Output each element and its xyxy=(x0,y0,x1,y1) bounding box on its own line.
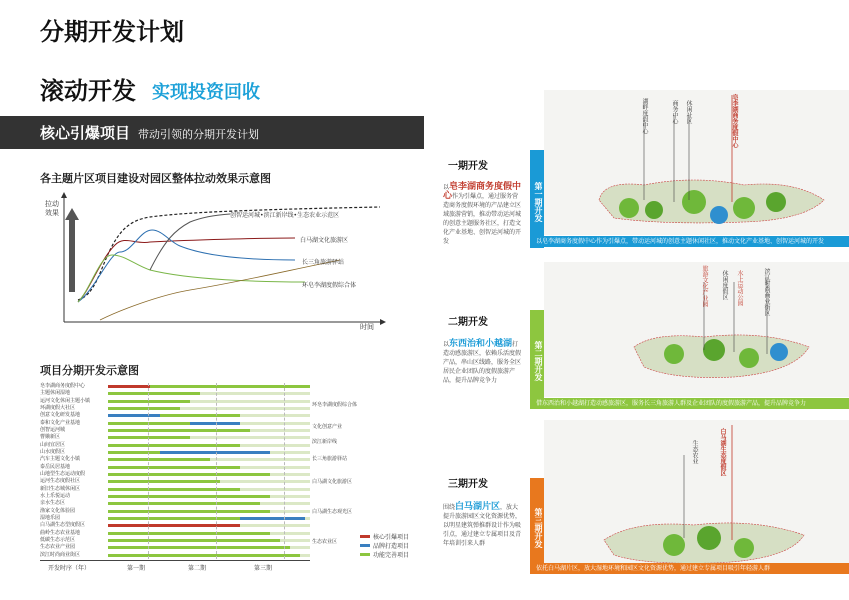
gantt-time-axis xyxy=(40,560,310,561)
phase3-desc-lead: 围绕 xyxy=(443,504,456,511)
gantt-bar xyxy=(108,488,240,491)
gantt-row-label: 滨江时尚商业街区 xyxy=(40,551,81,558)
period-label-3: 第三期 xyxy=(254,565,273,572)
banner-sub-text: 带动引领的分期开发计划 xyxy=(138,128,259,141)
gantt-bar xyxy=(108,510,270,513)
gantt-row-label: 泰和文化产业基地 xyxy=(40,419,81,426)
gantt-row xyxy=(40,471,310,478)
phase3-map-label-1: 白马湖生态度假区 xyxy=(719,428,726,476)
phase1-desc-body: 作为引爆点，通过服务营造商务度假环境的产品建立区域旅游营销，推动带动运河城的创意主题服务社区，打造文化产业基地、创智运河城的开发 xyxy=(443,193,522,245)
gantt-period-divider xyxy=(284,383,285,559)
curve-label-3: 长三角旅游驿站 xyxy=(302,259,345,266)
phase3-highlight: 白马湖片区 xyxy=(455,502,501,512)
gantt-axis-label: 开发时序（年） xyxy=(48,565,91,572)
phase2-map-label-2: 休闲度假区 xyxy=(721,270,728,300)
gantt-row-label: 白马湖生态型度假区 xyxy=(40,522,86,529)
gantt-row xyxy=(40,552,310,559)
phase3-tab: 第三期开发 xyxy=(530,478,544,572)
gantt-row-label: 创意文化研发基地 xyxy=(40,412,81,419)
gantt-row-label: 水上乐悦运动 xyxy=(40,493,71,499)
gantt-row-label: 主题休闲湿地 xyxy=(40,390,71,397)
phase1-highlight: 皂李湖商务度假中心 xyxy=(443,182,522,201)
legend-label-core: 核心引爆项目 xyxy=(373,534,410,541)
gantt-row-label: 环湖度假大社区 xyxy=(40,405,76,411)
gantt-row xyxy=(40,508,310,515)
phase2-tab: 第二期开发 xyxy=(530,310,544,406)
gantt-bar xyxy=(108,466,240,469)
gantt-row xyxy=(40,390,310,397)
phase1-title: 一期开发 xyxy=(448,161,488,172)
gantt-bar xyxy=(108,554,300,557)
gantt-row-label: 山间宜居区 xyxy=(40,441,66,448)
y-axis-label: 拉动效果 xyxy=(45,200,59,217)
phase2-map-label-3: 水上运动公园 xyxy=(736,270,743,306)
gantt-group-label: 环皂李湖度假综合体 xyxy=(312,402,358,408)
gantt-bar xyxy=(210,495,270,498)
phase1-description xyxy=(443,183,523,246)
gantt-row xyxy=(40,486,310,493)
phase1-map-label-4: 皂李湖商务度假中心 xyxy=(731,94,738,148)
legend-label-function: 功能完善项目 xyxy=(373,552,410,559)
phase2-title: 二期开发 xyxy=(448,317,488,328)
gantt-row xyxy=(40,522,310,529)
gantt-row xyxy=(40,500,310,507)
x-axis-label: 时间 xyxy=(360,323,374,331)
gantt-bar xyxy=(108,436,190,439)
gantt-row xyxy=(40,412,310,419)
gantt-bar xyxy=(108,451,160,454)
gantt-row-label: 汽车主题文化小镇 xyxy=(40,456,81,463)
gantt-row xyxy=(40,434,310,441)
phase2-desc-lead: 以 xyxy=(443,341,450,348)
legend-swatch-function xyxy=(360,553,370,556)
phase1-map xyxy=(544,90,849,235)
gantt-bar xyxy=(150,385,310,388)
gantt-bar xyxy=(108,444,240,447)
phase3-description xyxy=(443,503,523,548)
gantt-row xyxy=(40,478,310,485)
legend-label-brand: 品牌打造项目 xyxy=(373,543,410,550)
gantt-row xyxy=(40,464,310,471)
phase1-map-label-1: 湖畔度假中心 xyxy=(641,98,648,134)
phase2-strip: 借东西治和小越湖打造动感旅游区，服务长三角旅游人群及企业团队的度假旅游产品，提升品牌竞争力 xyxy=(530,398,849,409)
gantt-bar xyxy=(108,546,290,549)
phase3-map-label-2: 生态农业 xyxy=(691,440,698,464)
gantt-bar xyxy=(108,407,180,410)
phase2-desc-body: 打造动感旅游区，依赖乐活度假产品，串山区线路，服务全区居民企业团队的度假旅游产品，提升品牌竞争力 xyxy=(443,341,522,384)
gantt-row xyxy=(40,442,310,449)
phase1-strip: 以皂李湖商务度假中心作为引爆点，带动运河城的创意主题休闲社区，推动文化产业基地、创智运河城的开发 xyxy=(530,236,849,247)
gantt-row xyxy=(40,530,310,537)
curve-section-title: 各主题片区项目建设对园区整体拉动效果示意图 xyxy=(40,172,271,185)
gantt-row xyxy=(40,420,310,427)
gantt-row xyxy=(40,427,310,434)
gantt-row-label: 运河文化休闲主题小镇 xyxy=(40,397,91,404)
gantt-bar xyxy=(108,495,210,498)
gantt-bar xyxy=(190,422,240,425)
phase3-strip: 依托白马湖片区，放大湿地环境和园区文化资源优势，通过建立专属项目吸引年轻游人群 xyxy=(530,563,849,574)
gantt-row-label: 皂李湖商务度假中心 xyxy=(40,383,86,389)
gantt-row xyxy=(40,449,310,456)
gantt-group-label: 文化创意产业 xyxy=(312,424,343,430)
legend-swatch-brand xyxy=(360,544,370,547)
phase1-map-label-3: 休闲社区 xyxy=(685,100,692,124)
phase1-desc-lead: 以 xyxy=(443,184,450,191)
curve-zaolihu-resort xyxy=(78,255,305,302)
gantt-bar xyxy=(108,539,280,542)
gantt-group-label: 白马湖文化旅游区 xyxy=(312,479,353,485)
curve-bmh-culture xyxy=(78,238,295,302)
gantt-bar xyxy=(170,429,250,432)
gantt-bar xyxy=(108,502,260,505)
gantt-bar xyxy=(108,473,190,476)
effect-curve-diagram xyxy=(40,190,400,335)
up-arrow-icon xyxy=(69,218,75,292)
gantt-row xyxy=(40,493,310,500)
gantt-bar xyxy=(108,385,150,388)
gantt-row-label: 创智运河城 xyxy=(40,427,66,433)
gantt-legend xyxy=(360,532,409,559)
gantt-group-label: 滨江新岸线 xyxy=(312,439,338,445)
gantt-period-divider xyxy=(216,383,217,559)
gantt-group-label: 生态农业区 xyxy=(312,539,338,545)
subtitle-accent: 实现投资回收 xyxy=(152,82,260,103)
gantt-bar xyxy=(108,429,170,432)
curve-label-1: 创智运河城•滨江新岸线•生态农业示范区 xyxy=(230,212,340,219)
gantt-row-label: 亲水生态区 xyxy=(40,500,66,507)
gantt-row-label: 运河生态度假社区 xyxy=(40,478,81,485)
gantt-bar xyxy=(108,414,160,417)
gantt-bar xyxy=(108,517,240,520)
gantt-bar xyxy=(108,392,200,395)
curve-label-4: 环皂李湖度假综合体 xyxy=(302,282,357,289)
gantt-bar xyxy=(240,517,305,520)
curve-label-2: 白马湖文化旅游区 xyxy=(300,237,349,244)
gantt-bar xyxy=(190,473,270,476)
phase1-tab: 第一期开发 xyxy=(530,150,544,248)
gantt-row-label: 湿地乐园 xyxy=(40,515,61,521)
gantt-row-label: 曹娥新区 xyxy=(40,434,61,441)
gantt-bar xyxy=(108,480,220,483)
gantt-bar xyxy=(160,414,240,417)
gantt-row-label: 生态农业产业园 xyxy=(40,544,76,551)
gantt-row xyxy=(40,537,310,544)
gantt-row-label: 新旧生态城休闲区 xyxy=(40,485,81,492)
gantt-row-label: 低碳生态示范区 xyxy=(40,537,76,543)
gantt-bar xyxy=(108,422,190,425)
period-label-1: 第一期 xyxy=(127,565,146,572)
phase2-map-label-1: 旅游文化产业园 xyxy=(701,265,708,307)
gantt-row xyxy=(40,398,310,405)
gantt-row xyxy=(40,405,310,412)
phase2-map xyxy=(544,262,849,397)
period-label-2: 第二期 xyxy=(188,565,207,572)
subtitle-main: 滚动开发 xyxy=(40,77,136,105)
gantt-row-label: 泰岳民居基地 xyxy=(40,463,71,470)
gantt-row-label: 山地型生态运动度假 xyxy=(40,471,86,477)
phase1-map-label-2: 商务中心 xyxy=(671,100,678,124)
phase2-map-label-4: 滨江时尚商业街区 xyxy=(763,268,770,316)
gantt-bar xyxy=(108,532,270,535)
gantt-row xyxy=(40,456,310,463)
phase2-highlight: 东西治和小越湖 xyxy=(449,339,513,349)
phase2-description xyxy=(443,340,523,385)
gantt-row-label: 曲岭生态农业基地 xyxy=(40,529,81,536)
banner-main-text: 核心引爆项目 xyxy=(40,124,131,142)
gantt-row xyxy=(40,383,310,390)
gantt-bar xyxy=(108,524,240,527)
phase3-desc-body: ，放大提升旅游园区文化资源优势，以明星建筑弹推群设计作为吸引点，通过建立专属项目及青年培训引来人群 xyxy=(443,504,522,547)
page-title: 分期开发计划 xyxy=(40,18,184,46)
gantt-group-label: 白马湖生态观光区 xyxy=(312,509,353,515)
gantt-group-label: 长三角旅游驿站 xyxy=(312,456,348,462)
phase3-title: 三期开发 xyxy=(448,479,488,490)
gantt-row-label: 山水度假区 xyxy=(40,449,66,455)
gantt-bar xyxy=(108,400,190,403)
gantt-section-title: 项目分期开发示意图 xyxy=(40,364,139,377)
legend-swatch-core xyxy=(360,535,370,538)
gantt-row-label: 渔家文化体验园 xyxy=(40,507,76,514)
gantt-row xyxy=(40,544,310,551)
gantt-bar xyxy=(108,458,210,461)
gantt-bar xyxy=(160,451,270,454)
gantt-period-divider xyxy=(148,383,149,559)
